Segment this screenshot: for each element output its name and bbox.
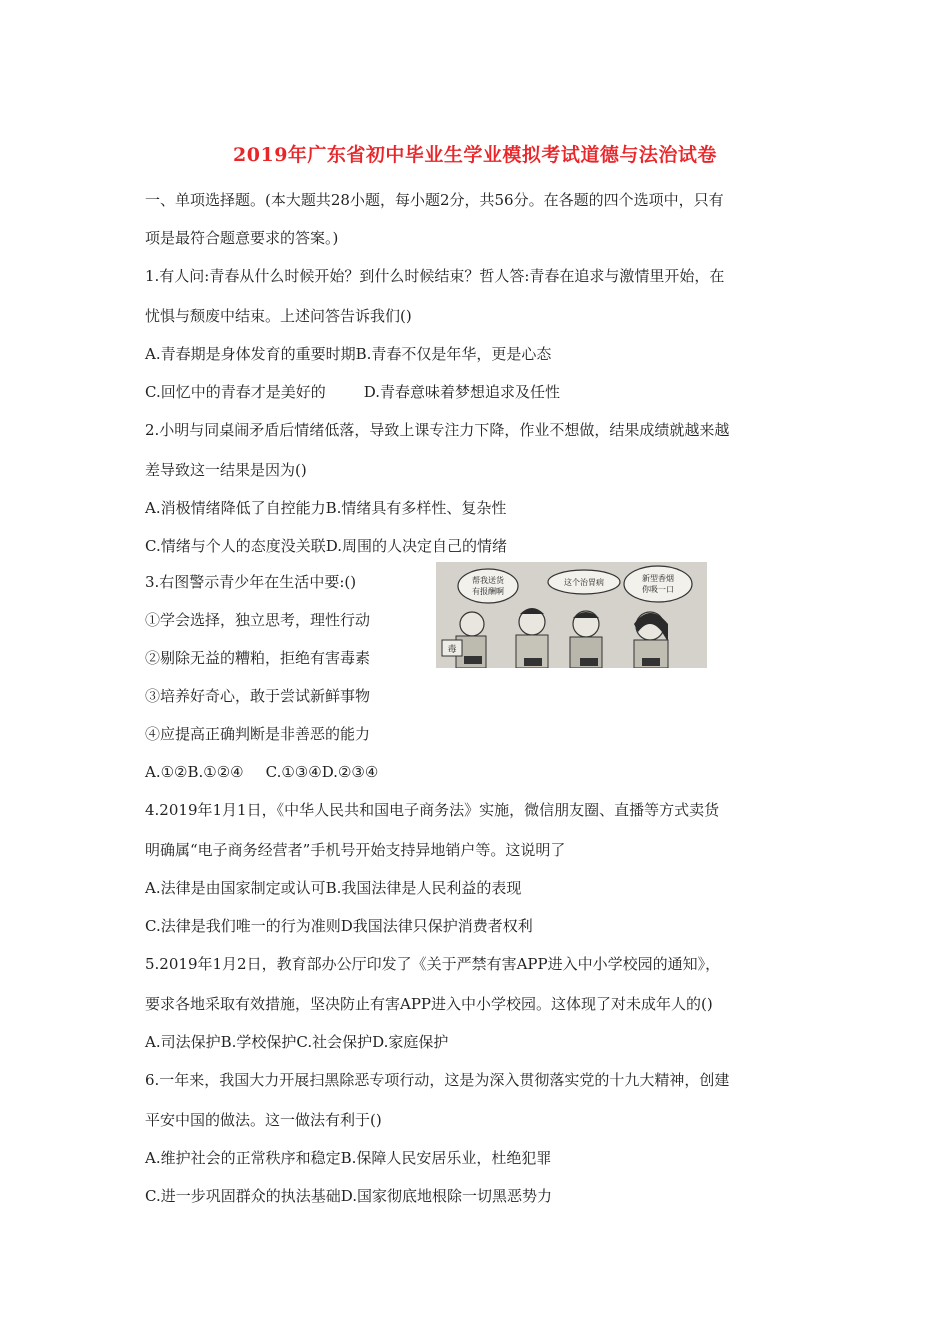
q3-item-3: ③培养好奇心，敢于尝试新鲜事物 [145, 687, 371, 705]
q3-options [145, 762, 378, 782]
q3-item-1: ①学会选择，独立思考，理性行动 [145, 611, 371, 629]
q4-stem-1: 4.2019年1月1日，《中华人民共和国电子商务法》实施，微信朋友圈、直播等方式卖货 [145, 801, 720, 819]
bubble-1-line1: 帮我送货 [472, 576, 504, 585]
q1-option-d: D.青春意味着梦想追求及任性 [363, 383, 560, 401]
label-poison: 毒 [447, 645, 457, 655]
q4-stem-2: 明确属“电子商务经营者”手机号开始支持异地销户等。这说明了 [145, 841, 566, 859]
q3-option-ab: A.①②B.①②④ [145, 763, 244, 781]
section-heading-cont: 项是最符合题意要求的答案。) [145, 229, 339, 247]
q5-options: A.司法保护B.学校保护C.社会保护D.家庭保护 [145, 1033, 449, 1051]
q2-stem-2: 差导致这一结果是因为() [145, 461, 307, 479]
q6-option-cd: C.进一步巩固群众的执法基础D.国家彻底地根除一切黑恶势力 [145, 1187, 552, 1205]
bubble-2: 这个治胃病 [564, 578, 604, 587]
q1-stem-1: 1.有人问:青春从什么时候开始？到什么时候结束？哲人答:青春在追求与激情里开始，在 [145, 267, 725, 285]
q1-option-c: C.回忆中的青春才是美好的 [145, 383, 326, 401]
page-title: 2019年广东省初中毕业生学业模拟考试道德与法治试卷 [233, 144, 717, 166]
q5-stem-2: 要求各地采取有效措施，坚决防止有害APP进入中小学校园。这体现了对未成年人的() [145, 995, 713, 1013]
q4-option-cd: C.法律是我们唯一的行为准则D我国法律只保护消费者权利 [145, 917, 533, 935]
q3-item-4: ④应提高正确判断是非善恶的能力 [145, 725, 371, 743]
q3-item-2: ②剔除无益的糟粕，拒绝有害毒素 [145, 649, 371, 667]
bubble-3-line2: 你吸一口 [642, 585, 674, 594]
section-heading: 一、单项选择题。(本大题共28小题，每小题2分，共56分。在各题的四个选项中，只有 [145, 191, 724, 209]
q6-option-ab: A.维护社会的正常秩序和稳定B.保障人民安居乐业，杜绝犯罪 [145, 1149, 552, 1167]
q2-option-cd: C.情绪与个人的态度没关联D.周围的人决定自己的情绪 [145, 537, 507, 555]
q1-option-ab: A.青春期是身体发育的重要时期B.青春不仅是年华，更是心态 [145, 345, 552, 363]
q6-stem-2: 平安中国的做法。这一做法有利于() [145, 1111, 382, 1129]
cartoon-image [436, 562, 707, 668]
q1-option-cd [145, 382, 560, 402]
bubble-1-line2: 有报酬啊 [472, 587, 504, 596]
q2-stem-1: 2.小明与同桌闹矛盾后情绪低落，导致上课专注力下降，作业不想做，结果成绩就越来越 [145, 421, 730, 439]
q3-option-cd: C.①③④D.②③④ [265, 763, 379, 781]
q5-stem-1: 5.2019年1月2日，教育部办公厅印发了《关于严禁有害APP进入中小学校园的通知》， [145, 955, 721, 973]
q4-option-ab: A.法律是由国家制定或认可B.我国法律是人民利益的表现 [145, 879, 522, 897]
q2-option-ab: A.消极情绪降低了自控能力B.情绪具有多样性、复杂性 [145, 499, 507, 517]
q6-stem-1: 6.一年来，我国大力开展扫黑除恶专项行动，这是为深入贯彻落实党的十九大精神，创建 [145, 1071, 730, 1089]
bubble-3-line1: 新型香烟 [642, 574, 674, 583]
q1-stem-2: 忧惧与颓废中结束。上述问答告诉我们() [145, 307, 412, 325]
q3-stem: 3.右图警示青少年在生活中要:() [145, 573, 357, 591]
